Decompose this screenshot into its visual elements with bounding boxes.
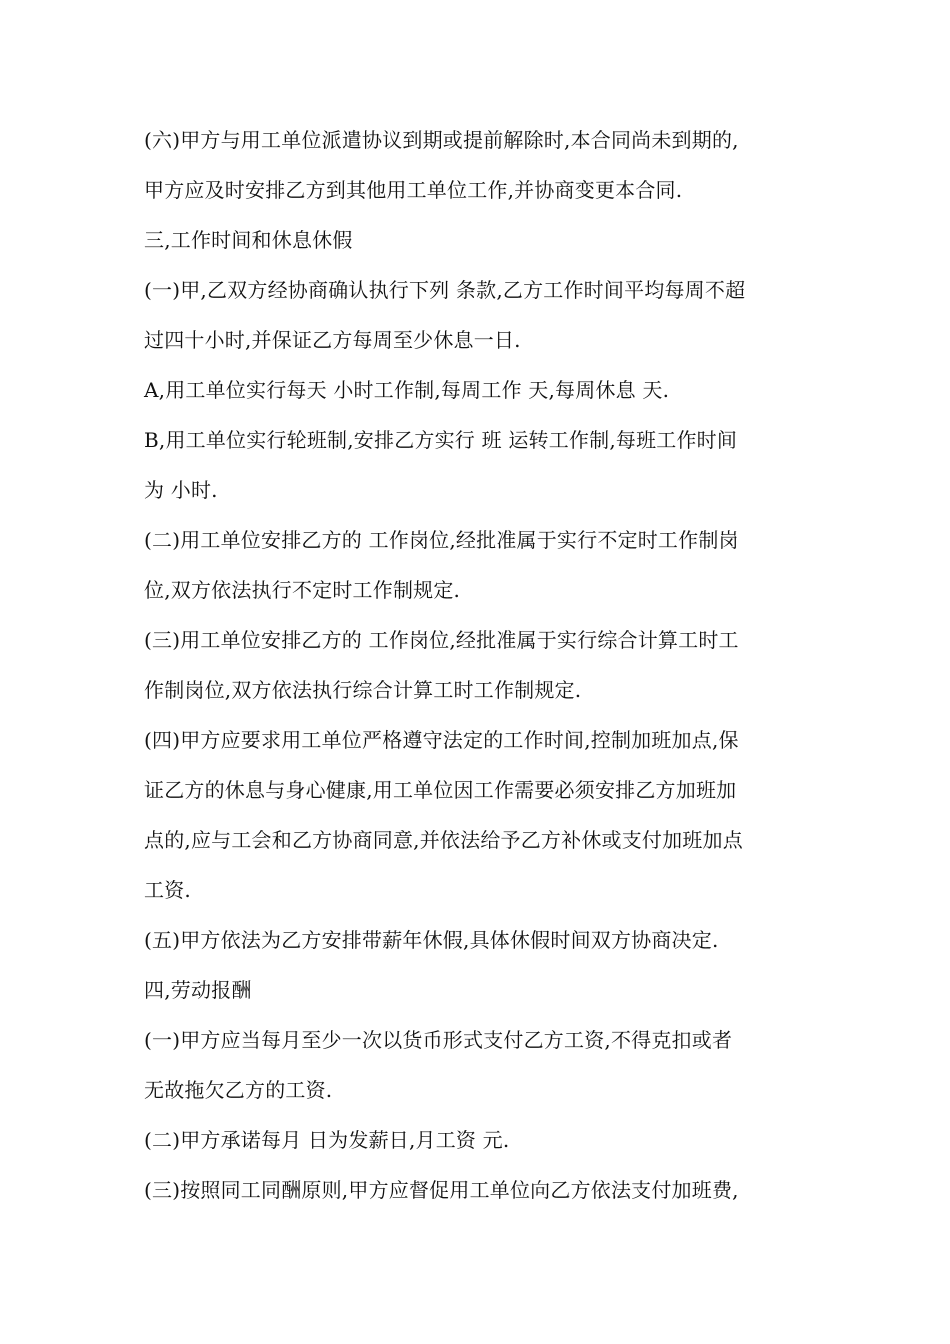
section-heading: 三,工作时间和休息休假 bbox=[144, 228, 353, 252]
text-line: 位,双方依法执行不定时工作制规定. bbox=[144, 578, 461, 602]
text-line: 为 小时. bbox=[144, 478, 218, 502]
section-heading: 四,劳动报酬 bbox=[144, 978, 252, 1002]
text-line: (二)甲方承诺每月 日为发薪日,月工资 元. bbox=[144, 1128, 510, 1152]
text-line: (一)甲,乙双方经协商确认执行下列 条款,乙方工作时间平均每周不超 bbox=[144, 278, 746, 302]
text-line: A,用工单位实行每天 小时工作制,每周工作 天,每周休息 天. bbox=[144, 378, 670, 402]
text-line: (一)甲方应当每月至少一次以货币形式支付乙方工资,不得克扣或者 bbox=[144, 1028, 733, 1052]
text-line: (二)用工单位安排乙方的 工作岗位,经批准属于实行不定时工作制岗 bbox=[144, 528, 739, 552]
text-line: 证乙方的休息与身心健康,用工单位因工作需要必须安排乙方加班加 bbox=[144, 778, 737, 802]
text-line: 过四十小时,并保证乙方每周至少休息一日. bbox=[144, 328, 521, 352]
text-line: 作制岗位,双方依法执行综合计算工时工作制规定. bbox=[144, 678, 582, 702]
text-line: B,用工单位实行轮班制,安排乙方实行 班 运转工作制,每班工作时间 bbox=[144, 428, 738, 452]
text-line: (四)甲方应要求用工单位严格遵守法定的工作时间,控制加班加点,保 bbox=[144, 728, 739, 752]
text-line: (五)甲方依法为乙方安排带薪年休假,具体休假时间双方协商决定. bbox=[144, 928, 719, 952]
text-line: (三)按照同工同酬原则,甲方应督促用工单位向乙方依法支付加班费, bbox=[144, 1178, 739, 1202]
text-line: 甲方应及时安排乙方到其他用工单位工作,并协商变更本合同. bbox=[144, 178, 683, 202]
text-line: (六)甲方与用工单位派遣协议到期或提前解除时,本合同尚未到期的, bbox=[144, 128, 739, 152]
text-line: 工资. bbox=[144, 878, 191, 902]
text-line: 无故拖欠乙方的工资. bbox=[144, 1078, 333, 1102]
text-line: 点的,应与工会和乙方协商同意,并依法给予乙方补休或支付加班加点 bbox=[144, 828, 743, 852]
text-line: (三)用工单位安排乙方的 工作岗位,经批准属于实行综合计算工时工 bbox=[144, 628, 739, 652]
